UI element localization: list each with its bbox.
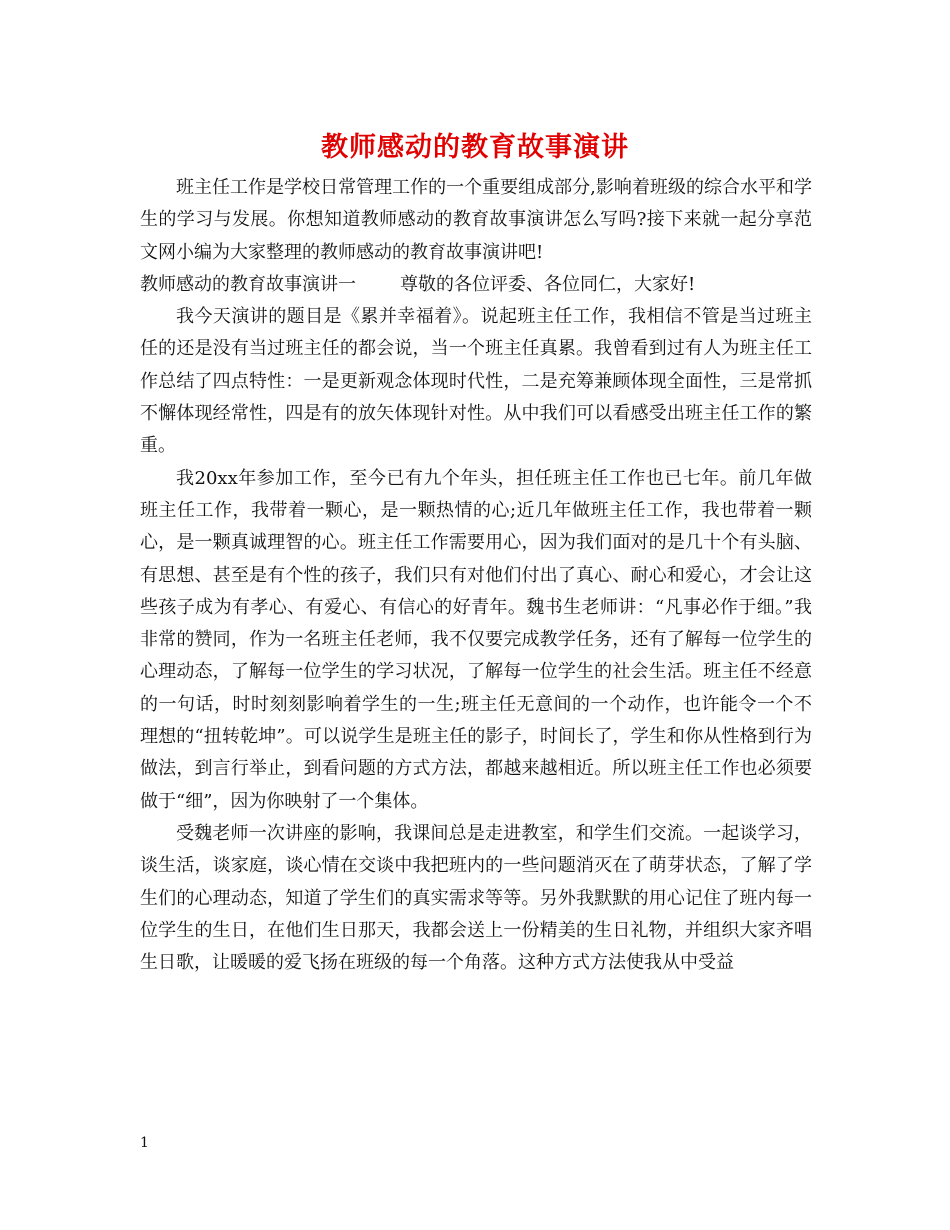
intro-paragraph: 班主任工作是学校日常管理工作的一个重要组成部分,影响着班级的综合水平和学生的学习与发展。你想知道教师感动的教育故事演讲怎么写吗?接下来就一起分享范文网小编为大家整理的教师感动的教育故事演讲吧!: [140, 177, 812, 263]
section-heading-line: [140, 269, 812, 301]
page-number: 1: [140, 1135, 149, 1151]
body-paragraph: 我20xx年参加工作，至今已有九个年头，担任班主任工作也已七年。前几年做班主任工作，我带着一颗心，是一颗热情的心;近几年做班主任工作，我也带着一颗心，是一颗真诚理智的心。班主任工作需要用心，因为我们面对的是几十个有头脑、有思想、甚至是有个性的孩子，我们只有对他们付出了真心、耐心和爱心，才会让这些孩子成为有孝心、有爱心、有信心的好青年。魏书生老师讲：“凡事必作于细。”我非常的赞同，作为一名班主任老师，我不仅要完成教学任务，还有了解每一位学生的心理动态，了解每一位学生的学习状况，了解每一位学生的社会生活。班主任不经意的一句话，时时刻刻影响着学生的一生;班主任无意间的一个动作，也许能令一个不理想的“扭转乾坤”。可以说学生是班主任的影子，时间长了，学生和你从性格到行为做法，到言行举止，到看问题的方式方法，都越来越相近。所以班主任工作也必须要做于“细”，因为你映射了一个集体。: [140, 467, 812, 812]
document-body: [140, 172, 812, 979]
section-heading: 教师感动的教育故事演讲一: [140, 273, 356, 295]
body-paragraph: 我今天演讲的题目是《累并幸福着》。说起班主任工作，我相信不管是当过班主任的还是没有当过班主任的都会说，当一个班主任真累。我曾看到过有人为班主任工作总结了四点特性：一是更新观念体现时代性，二是充筹兼顾体现全面性，三是常抓不懈体现经常性，四是有的放矢体现针对性。从中我们可以看感受出班主任工作的繁重。: [140, 306, 812, 457]
document-title: 教师感动的教育故事演讲: [321, 132, 629, 163]
body-paragraph: 受魏老师一次讲座的影响，我课间总是走进教室，和学生们交流。一起谈学习，谈生活，谈家庭，谈心情在交谈中我把班内的一些问题消灭在了萌芽状态，了解了学生们的心理动态，知道了学生们的真实需求等等。另外我默默的用心记住了班内每一位学生的生日，在他们生日那天，我都会送上一份精美的生日礼物，并组织大家齐唱生日歌，让暖暖的爱飞扬在班级的每一个角落。这种方式方法使我从中受益: [140, 822, 812, 974]
greeting: 尊敬的各位评委、各位同仁，大家好!: [400, 273, 696, 295]
